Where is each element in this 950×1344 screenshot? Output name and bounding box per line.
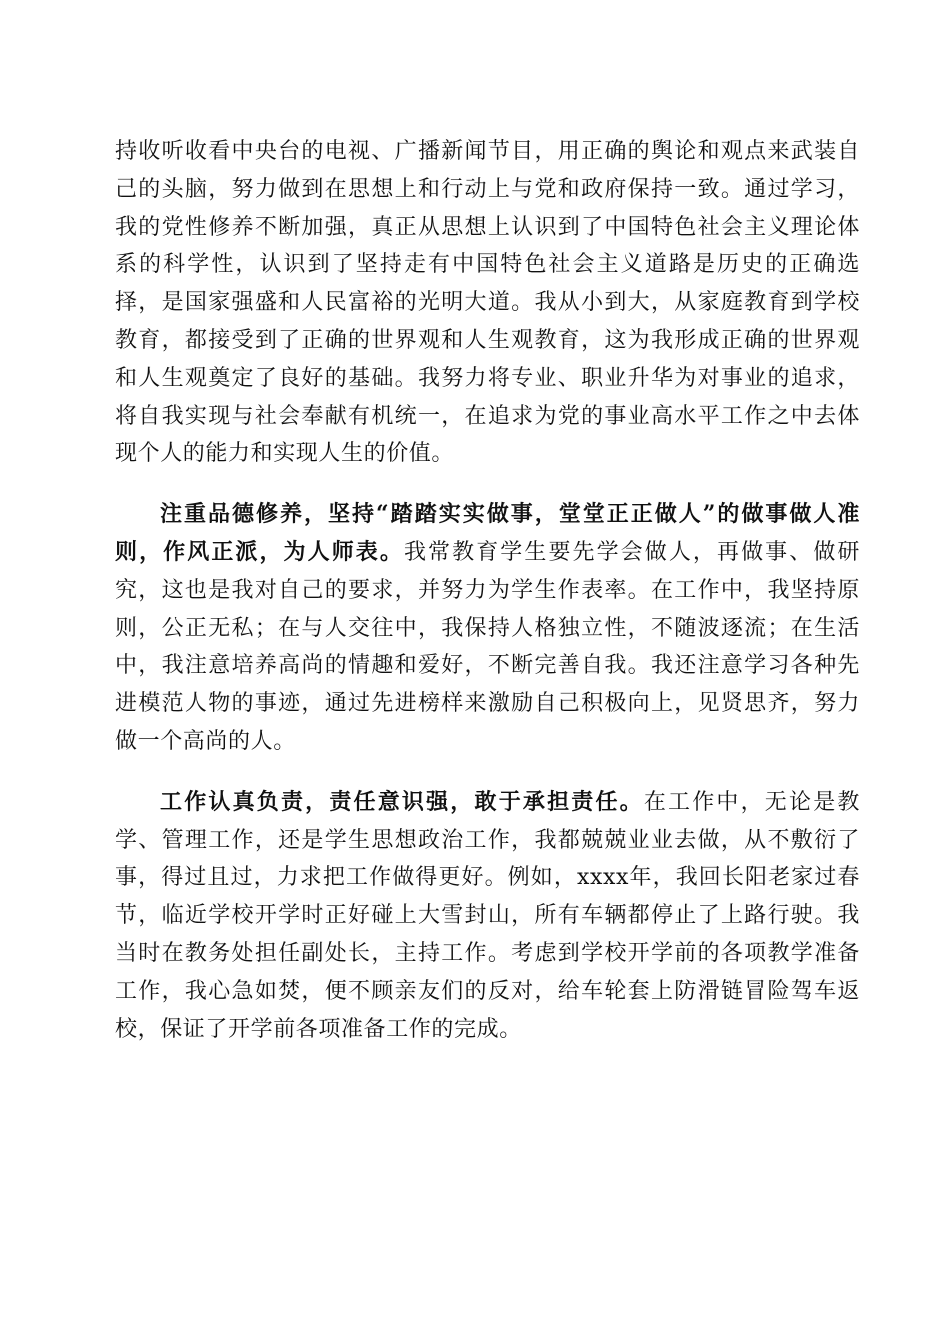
paragraph-1-text: 持收听收看中央台的电视、广播新闻节目，用正确的舆论和观点来武装自己的头脑，努力做到在思想上和行动上与党和政府保持一致。通过学习，我的党性修养不断加强，真正从思想上认识到了中国特色社会主义理论体系的科学性，认识到了坚持走有中国特色社会主义道路是历史的正确选择，是国家强盛和人民富裕的光明大道。我从小到大，从家庭教育到学校教育，都接受到了正确的世界观和人生观教育，这为我形成正确的世界观和人生观奠定了良好的基础。我努力将专业、职业升华为对事业的追求，将自我实现与社会奉献有机统一，在追求为党的事业高水平工作之中去体现个人的能力和实现人生的价值。 <box>115 139 860 467</box>
paragraph-1 <box>115 133 860 473</box>
document-body <box>115 133 860 1048</box>
paragraph-2-text: 我常教育学生要先学会做人，再做事、做研究，这也是我对自己的要求，并努力为学生作表率。在工作中，我坚持原则，公正无私；在与人交往中，我保持人格独立性，不随波逐流；在生活中，我注意培养高尚的情趣和爱好，不断完善自我。我还注意学习各种先进模范人物的事迹，通过先进榜样来激励自己积极向上，见贤思齐，努力做一个高尚的人。 <box>115 539 861 754</box>
paragraph-2 <box>115 496 860 761</box>
paragraph-3-lead: 工作认真负责，责任意识强，敢于承担责任。 <box>160 788 644 815</box>
paragraph-3 <box>115 784 860 1049</box>
paragraph-2-lead: 注重品德修养，坚持“踏踏实实做事，堂堂正正做人”的做事做人准则，作风正派，为人师表。 <box>115 501 860 565</box>
paragraph-3-text: 在工作中，无论是教学、管理工作，还是学生思想政治工作，我都兢兢业业去做，从不敷衍了事，得过且过，力求把工作做得更好。例如，xxxx年，我回长阳老家过春节，临近学校开学时正好碰上大雪封山，所有车辆都停止了上路行驶。我当时在教务处担任副处长，主持工作。考虑到学校开学前的各项教学准备工作，我心急如焚，便不顾亲友们的反对，给车轮套上防滑链冒险驾车返校，保证了开学前各项准备工作的完成。 <box>115 789 860 1042</box>
